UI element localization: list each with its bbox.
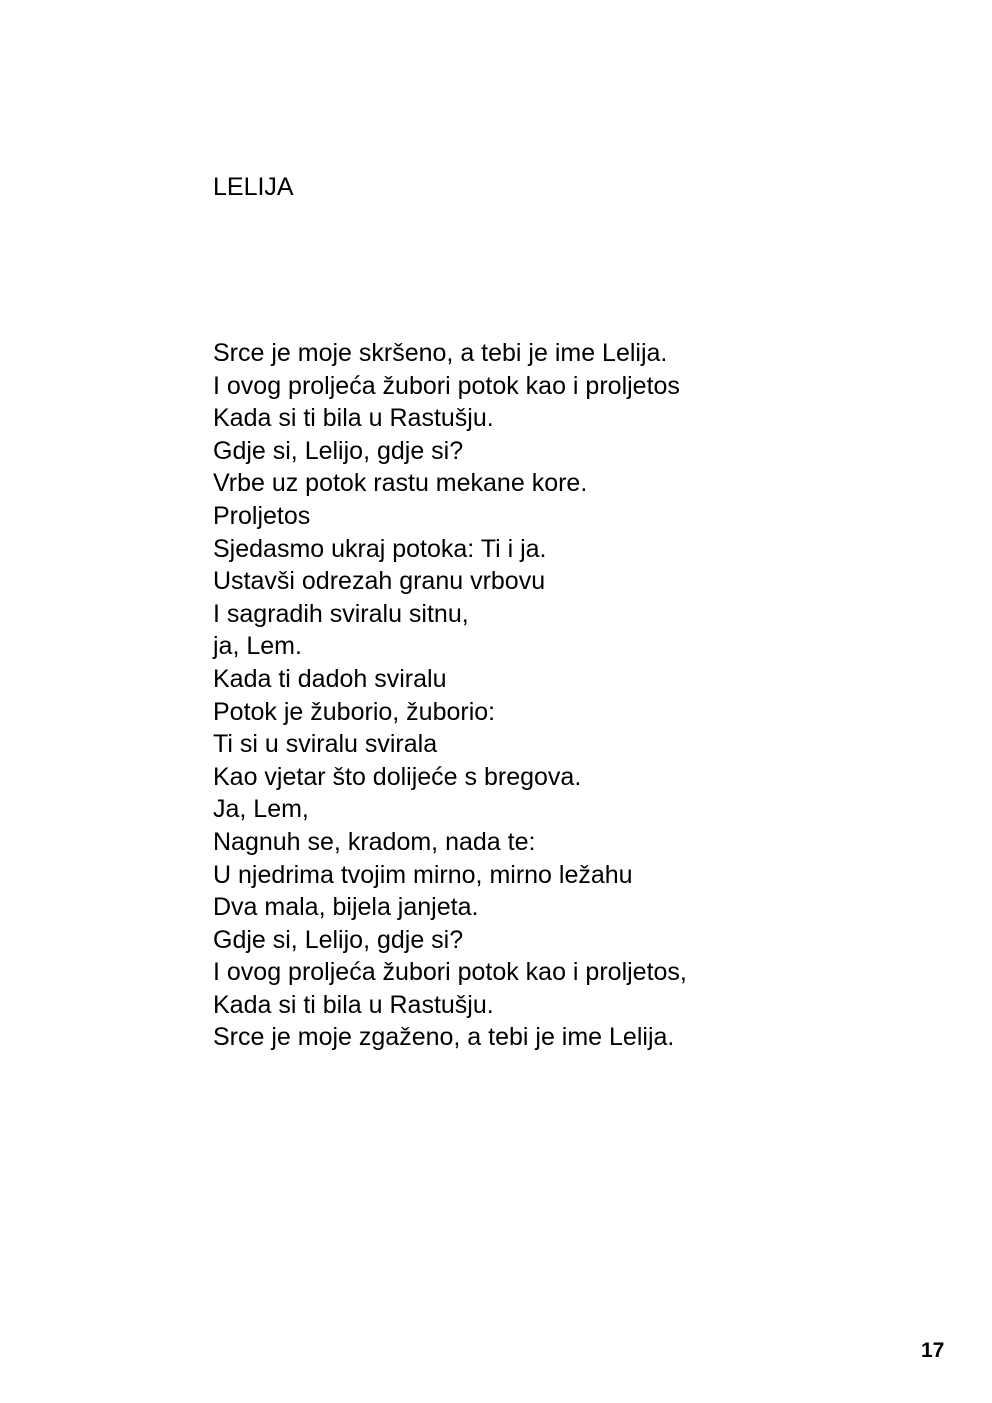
poem-line: Gdje si, Lelijo, gdje si? xyxy=(213,436,464,465)
poem-line: Kao vjetar što dolijeće s bregova. xyxy=(213,762,582,791)
poem-line: ja, Lem. xyxy=(213,632,302,661)
poem-title: LELIJA xyxy=(213,173,294,201)
poem-line: Kada si ti bila u Rastušju. xyxy=(213,404,494,433)
poem-line: I ovog proljeća žubori potok kao i proljetos, xyxy=(213,958,687,987)
poem-line: I ovog proljeća žubori potok kao i proljetos xyxy=(213,371,680,400)
poem-line: I sagradih sviralu sitnu, xyxy=(213,599,469,628)
poem-line: Srce je moje skršeno, a tebi je ime Lelija. xyxy=(213,339,668,367)
poem-line: Srce je moje zgaženo, a tebi je ime Lelija. xyxy=(213,1023,675,1052)
poem-line: Dva mala, bijela janjeta. xyxy=(213,893,479,922)
poem-line: Ti si u sviralu svirala xyxy=(213,730,438,759)
poem-line: U njedrima tvojim mirno, mirno ležahu xyxy=(213,860,633,889)
poem-line: Ustavši odrezah granu vrbovu xyxy=(213,567,546,596)
poem-line: Sjedasmo ukraj potoka: Ti i ja. xyxy=(213,534,547,563)
poem-line: Nagnuh se, kradom, nada te: xyxy=(213,827,536,856)
poem-line: Gdje si, Lelijo, gdje si? xyxy=(213,925,464,954)
poem-line: Potok je žuborio, žuborio: xyxy=(213,697,496,726)
poem-line: Kada si ti bila u Rastušju. xyxy=(213,990,494,1019)
poem-line: Kada ti dadoh sviralu xyxy=(213,664,447,693)
poem-line: Vrbe uz potok rastu mekane kore. xyxy=(213,469,588,498)
poem-line: Proljetos xyxy=(213,501,311,530)
poem-line: Ja, Lem, xyxy=(213,795,309,824)
poem-body xyxy=(213,337,687,1054)
page-number: 17 xyxy=(921,1339,945,1362)
